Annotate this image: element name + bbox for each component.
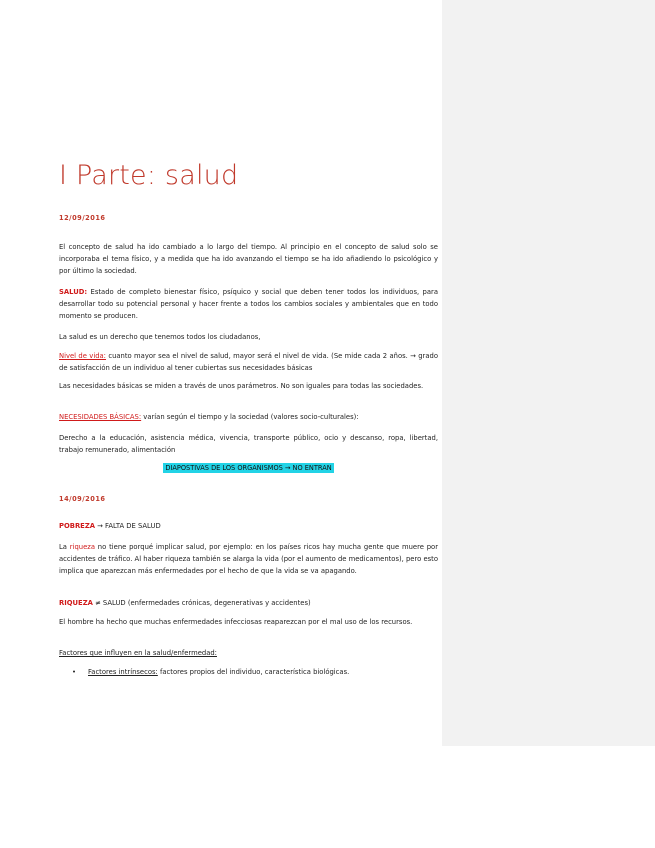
riqueza-pre: La xyxy=(59,543,70,551)
bullet-dot-icon: • xyxy=(72,668,77,676)
bullet1-text: factores propios del individuo, característica biológicas. xyxy=(157,668,350,676)
pobreza-text: → FALTA DE SALUD xyxy=(95,522,161,530)
bullet1-label: Factores intrínsecos: xyxy=(88,668,158,676)
paragraph-salud-definition xyxy=(59,286,438,323)
bullet-factores-intrinsecos xyxy=(72,666,438,678)
paragraph-nivel-vida xyxy=(59,350,438,374)
highlight-note: DIAPOSTIVAS DE LOS ORGANISMOS → NO ENTRAN xyxy=(165,464,332,472)
riqueza2-label: RIQUEZA xyxy=(59,599,93,607)
salud-label: SALUD: xyxy=(59,288,88,296)
necesidades-label: NECESIDADES BÁSICAS: xyxy=(59,413,142,421)
paragraph-riqueza-salud xyxy=(59,597,438,609)
factores-heading-text: Factores que influyen en la salud/enfermedad: xyxy=(59,649,217,657)
factores-heading xyxy=(59,647,438,659)
paragraph-necesidades-basicas xyxy=(59,411,438,423)
paragraph-derecho: La salud es un derecho que tenemos todos los ciudadanos, xyxy=(59,333,261,341)
paragraph-pobreza xyxy=(59,520,438,532)
paragraph-concepto-salud: El concepto de salud ha ido cambiado a lo largo del tiempo. Al principio en el concepto de salud solo se incorporaba el tema físico, y a medida que ha ido avanzando el tiempo se ha ido añadiendo lo psicológico y por último la sociedad. xyxy=(59,243,438,276)
salud-text: Estado de completo bienestar físico, psíquico y social que deben tener todos los individuos, para desarrollar todo su potencial personal y hacer frente a todos los cambios sociales y ambientales que en todo momento se producen. xyxy=(59,288,438,321)
paragraph-derechos-list: Derecho a la educación, asistencia médica, vivencia, transporte público, ocio y descanso, ropa, libertad, trabajo remunerado, alimentación xyxy=(59,434,438,455)
paragraph-riqueza xyxy=(59,541,438,578)
comment-sidebar xyxy=(442,0,655,746)
necesidades-text: varían según el tiempo y la sociedad (valores socio-culturales): xyxy=(141,413,359,421)
nivel-vida-text: cuanto mayor sea el nivel de salud, mayor será el nivel de vida. (Se mide cada 2 años. → grado de satisfacción de un individuo al tener cubiertas sus necesidades básicas xyxy=(59,352,438,373)
riqueza-text: no tiene porqué implicar salud, por ejemplo: en los países ricos hay mucha gente que muere por accidentes de tráfico. Al haber riqueza también se alarga la vida (por el aumento de medicamentos), pero esto implica que aparezcan más enfermedades por el hecho de que la vida se va apagando. xyxy=(59,543,438,576)
date-section-1: 12/09/2016 xyxy=(59,214,106,222)
pobreza-label: POBREZA xyxy=(59,522,96,530)
date-section-2: 14/09/2016 xyxy=(59,495,106,503)
riqueza2-text: ≠ SALUD (enfermedades crónicas, degenerativas y accidentes) xyxy=(92,599,311,607)
nivel-vida-label: Nivel de vida: xyxy=(59,352,106,360)
page-title: I Parte: salud xyxy=(59,160,239,191)
paragraph-hombre: El hombre ha hecho que muchas enfermedades infecciosas reaparezcan por el mal uso de los recursos. xyxy=(59,618,413,626)
riqueza-word: riqueza xyxy=(69,543,95,551)
paragraph-necesidades-parametros: Las necesidades básicas se miden a través de unos parámetros. No son iguales para todas las sociedades. xyxy=(59,382,424,390)
highlight-note-wrap xyxy=(59,463,438,473)
